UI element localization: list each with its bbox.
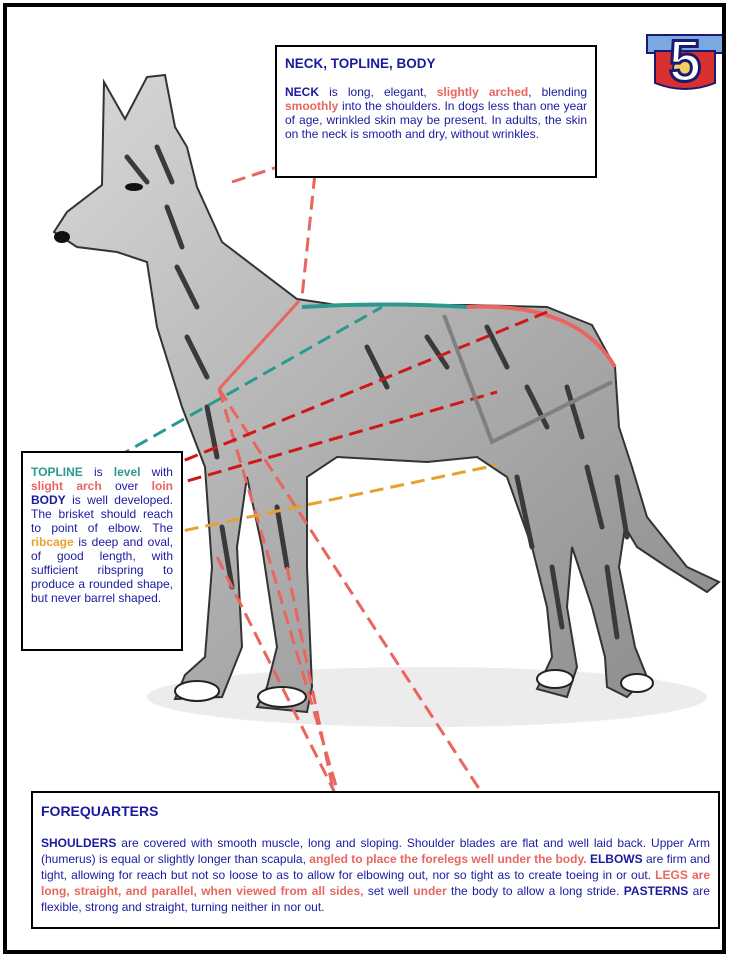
topline-box-text: TOPLINE is level with slight arch over loin BODY is well developed. The brisket should reach to point of elbow. The ribcage is deep and oval, of good length, with sufficient ribspring to produce a rounded shape, but never barrel shaped. — [31, 465, 173, 605]
forequarters-text: SHOULDERS are covered with smooth muscle, long and sloping. Shoulder blades are flat and well laid back. Upper Arm (humerus) is equal or slightly longer than scapula, angled to place the forelegs well under the body. ELBOWS are firm and tight, allowing for reach but not so loose to as to allow for elbowing out, nor so tight as to create toeing in or out. LEGS are long, straight, and parallel, when viewed from all sides, set well under the body to allow a long stride. PASTERNS are flexible, strong and straight, turning neither in nor out. — [41, 836, 711, 914]
dog-nose — [54, 231, 70, 243]
neck-box-text: NECK is long, elegant, slightly arched, blending smoothly into the shoulders. In dogs less than one year of age, wrinkled skin may be present. In adults, the skin on the neck is smooth and dry, without wrinkles. — [285, 85, 587, 141]
forequarters-box — [31, 791, 720, 929]
forequarters-title: FOREQUARTERS — [41, 803, 159, 819]
neck-box-title: NECK, TOPLINE, BODY — [285, 56, 436, 71]
topline-box — [21, 451, 183, 651]
badge-logo — [645, 21, 725, 93]
dog-eye — [125, 183, 143, 191]
neck-topline-body-box — [275, 45, 597, 178]
poster-frame — [3, 3, 726, 954]
badge-number: 5 — [668, 29, 702, 93]
